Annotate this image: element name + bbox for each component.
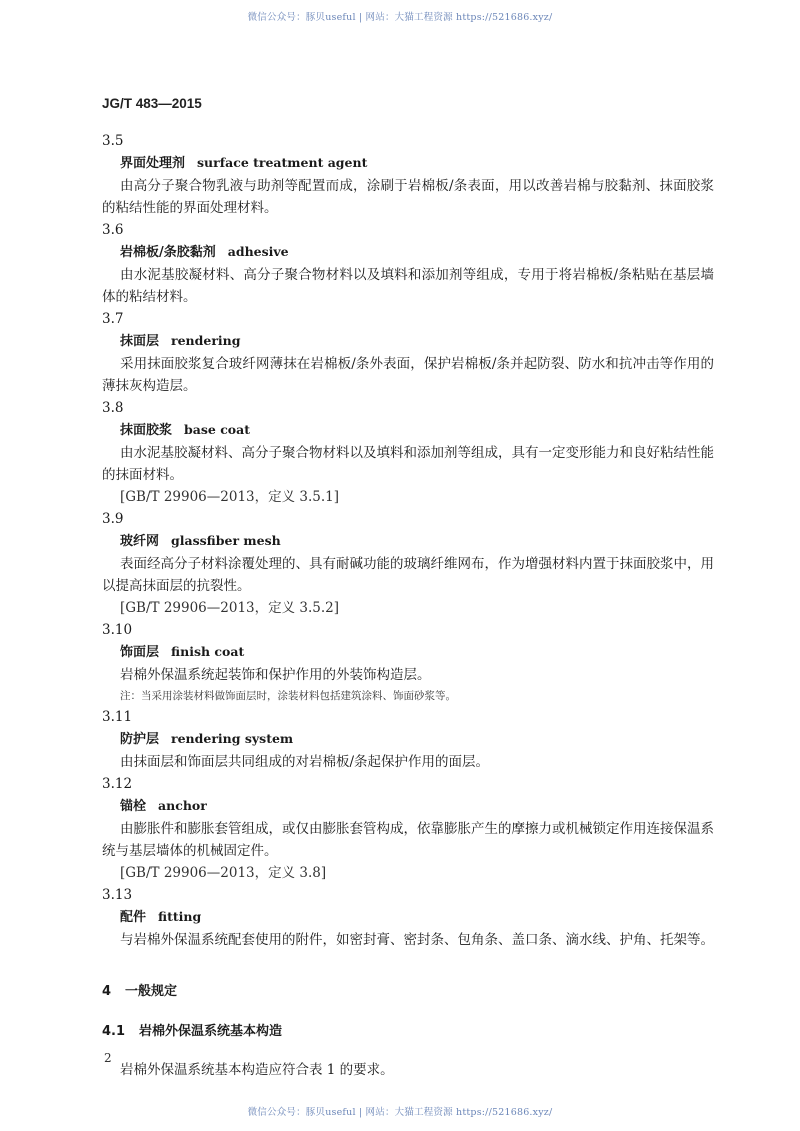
term-3-13 [102,884,714,951]
watermark-top: 微信公众号：豚贝useful | 网站：大猫工程资源 https://521686.xyz/ [247,12,553,23]
term-chinese: 防护层 [120,732,160,747]
term-source: [GB/T 29906—2013，定义 3.5.2] [120,600,340,616]
term-number: 3.6 [102,222,124,238]
term-3-7 [102,308,714,397]
term-definition: 与岩棉外保温系统配套使用的附件，如密封膏、密封条、包角条、盖口条、滴水线、护角、托架等。 [120,932,714,948]
term-chinese: 抹面层 [120,334,160,349]
term-number: 3.12 [102,776,133,792]
term-definition: 由膨胀件和膨胀套管组成，或仅由膨胀套管构成，依靠膨胀产生的摩擦力或机械锁定作用连接保温系统与基层墙体的机械固定件。 [102,821,714,859]
clause-number: 4.1 [102,1024,126,1039]
chapter-heading [102,981,714,1003]
term-number: 3.10 [102,622,133,638]
term-3-10 [102,619,714,706]
term-definition: 由高分子聚合物乳液与助剂等配置而成，涂刷于岩棉板/条表面，用以改善岩棉与胶黏剂、抹面胶浆的粘结性能的界面处理材料。 [102,178,714,216]
term-chinese: 饰面层 [120,645,160,660]
term-definition: 岩棉外保温系统起装饰和保护作用的外装饰构造层。 [120,667,431,683]
term-number: 3.8 [102,400,124,416]
document-body [102,130,714,1081]
term-source: [GB/T 29906—2013，定义 3.5.1] [120,489,340,505]
term-english: rendering system [171,731,294,746]
term-number: 3.13 [102,887,133,903]
standard-code: JG/T 483—2015 [102,96,202,111]
term-3-9 [102,508,714,619]
term-definition: 表面经高分子材料涂覆处理的、具有耐碱功能的玻璃纤维网布，作为增强材料内置于抹面胶浆中，用以提高抹面层的抗裂性。 [102,556,714,594]
term-source: [GB/T 29906—2013，定义 3.8] [120,865,327,881]
term-3-8 [102,397,714,508]
term-english: glassfiber mesh [171,533,281,548]
clause-title: 岩棉外保温系统基本构造 [139,1024,283,1039]
term-3-5 [102,130,714,219]
chapter-title: 一般规定 [125,984,178,999]
term-3-6 [102,219,714,308]
clause-heading [102,1021,714,1043]
term-english: anchor [158,798,207,813]
page-number: 2 [104,1051,112,1065]
watermark-bottom: 微信公众号：豚贝useful | 网站：大猫工程资源 https://521686.xyz/ [247,1107,553,1118]
term-definition: 采用抹面胶浆复合玻纤网薄抹在岩棉板/条外表面，保护岩棉板/条并起防裂、防水和抗冲击等作用的薄抹灰构造层。 [102,356,714,394]
term-3-11 [102,706,714,773]
term-english: surface treatment agent [197,155,368,170]
term-number: 3.5 [102,133,124,149]
term-definition: 由水泥基胶凝材料、高分子聚合物材料以及填料和添加剂等组成，具有一定变形能力和良好粘结性能的抹面材料。 [102,445,714,483]
term-number: 3.11 [102,709,133,725]
term-chinese: 锚栓 [120,799,147,814]
term-number: 3.9 [102,511,124,527]
term-definition: 由水泥基胶凝材料、高分子聚合物材料以及填料和添加剂等组成，专用于将岩棉板/条粘贴在基层墙体的粘结材料。 [102,267,714,305]
term-english: finish coat [171,644,245,659]
term-chinese: 岩棉板/条胶黏剂 [120,245,216,260]
term-number: 3.7 [102,311,124,327]
term-chinese: 玻纤网 [120,534,160,549]
term-chinese: 配件 [120,910,147,925]
term-english: base coat [184,422,251,437]
term-chinese: 抹面胶浆 [120,423,173,438]
term-definition: 由抹面层和饰面层共同组成的对岩棉板/条起保护作用的面层。 [120,754,490,770]
term-note: 注：当采用涂装材料做饰面层时，涂装材料包括建筑涂料、饰面砂浆等。 [120,690,456,702]
chapter-number: 4 [102,984,112,999]
term-english: adhesive [227,244,289,259]
term-english: rendering [171,333,241,348]
clause-text: 岩棉外保温系统基本构造应符合表 1 的要求。 [120,1062,394,1078]
term-english: fitting [158,909,202,924]
term-chinese: 界面处理剂 [120,156,186,171]
term-3-12 [102,773,714,884]
